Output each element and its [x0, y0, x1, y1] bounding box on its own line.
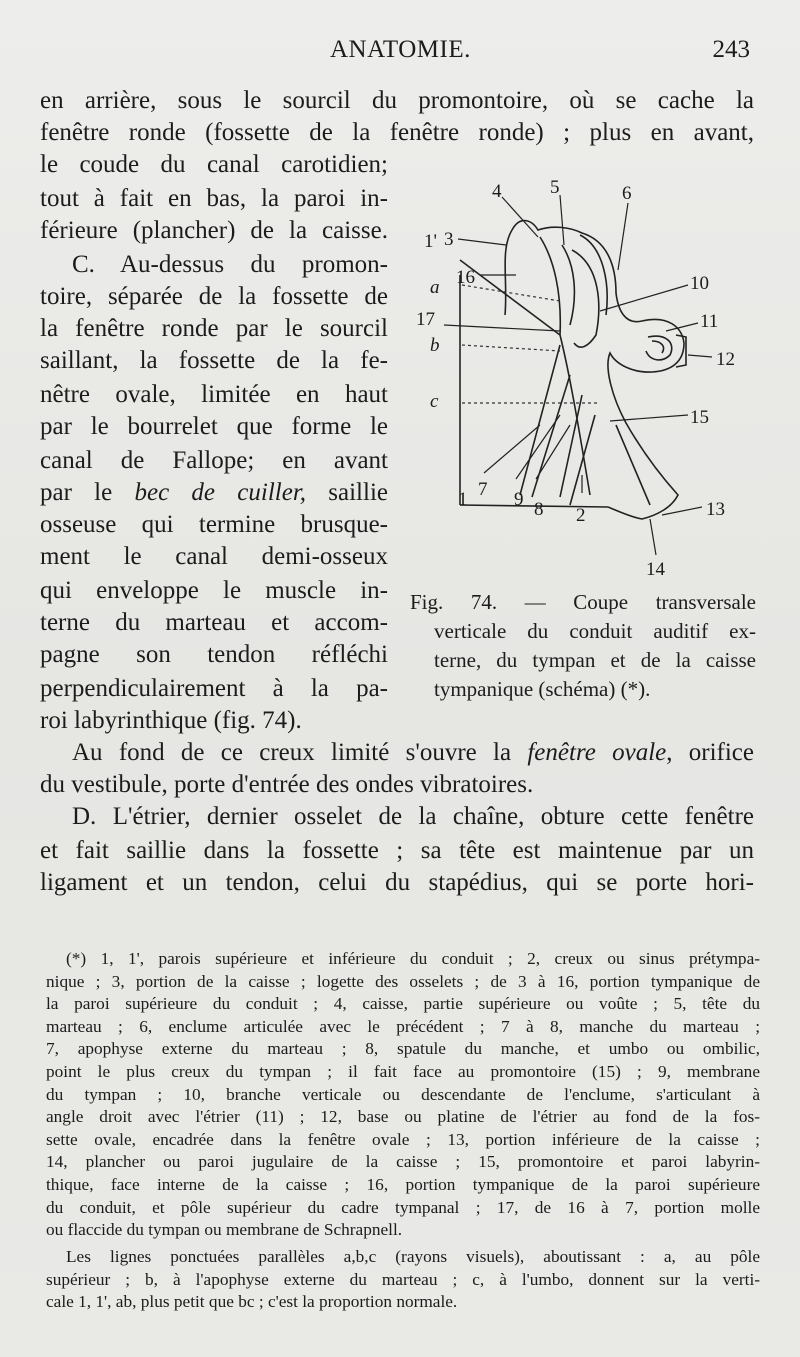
text-run: par le [40, 479, 135, 506]
label-7: 7 [478, 479, 488, 500]
text-line: et fait saillie dans la fossette ; sa tête est maintenue par un [40, 837, 754, 864]
label-11: 11 [700, 311, 719, 332]
running-head: ANATOMIE. [330, 36, 471, 63]
text-line [40, 478, 388, 508]
text-line: tout à fait en bas, la paroi in- [40, 185, 388, 212]
text-line: osseuse qui termine brusque- [40, 511, 388, 538]
text-line: D. L'étrier, dernier osselet de la chaîne, obture cette fenêtre [72, 803, 754, 830]
text-line: par le bourrelet que forme le [40, 413, 388, 440]
footnote-line: Les lignes ponctuées parallèles a,b,c (rayons visuels), aboutissant : a, au pôle [66, 1247, 760, 1266]
label-9: 9 [514, 489, 524, 510]
text-line: le coude du canal carotidien; [40, 151, 388, 178]
leader-line [650, 519, 656, 555]
caption-line: terne, du tympan et de la caisse [434, 648, 756, 672]
stapes [652, 341, 664, 353]
label-13: 13 [706, 499, 725, 520]
caption-line: verticale du conduit auditif ex- [434, 619, 756, 643]
footnote-line: la paroi supérieure du conduit ; 4, caisse, partie supérieure ou voûte ; 5, tête du [46, 994, 760, 1014]
text-line: ment le canal demi-osseux [40, 543, 388, 570]
label-14: 14 [646, 559, 665, 580]
footnote-line: thique, face interne de la caisse ; 16, portion tympanique de la paroi supérieure [46, 1174, 760, 1194]
text-line: pagne son tendon réfléchi [40, 641, 388, 668]
footnote-rays [46, 1246, 760, 1314]
footnote-line: nique ; 3, portion de la caisse ; logette des osselets ; de 3 à 16, portion tympanique de [46, 971, 760, 991]
leader-line [600, 285, 688, 311]
text-line: perpendiculairement à la pa- [40, 675, 388, 702]
text-line: la fenêtre ronde par le sourcil [40, 315, 388, 342]
text-line: férieure (plancher) de la caisse. [40, 217, 388, 244]
leader-line [666, 323, 698, 331]
text-line: ligament et un tendon, celui du stapédius, qui se porte hori- [40, 869, 754, 896]
leader-line [502, 197, 538, 237]
page-header [0, 36, 800, 72]
text-line: qui enveloppe le muscle in- [40, 577, 388, 604]
leader-line [560, 195, 564, 245]
outer-contour [505, 221, 684, 519]
label-3: 3 [444, 229, 454, 250]
hatch-line [560, 395, 582, 497]
footnote-line: du tympan ; 10, branche verticale ou descendante de l'enclume, s'articulant à [46, 1084, 760, 1104]
leader-line [688, 355, 712, 357]
figure-74-diagram [416, 175, 750, 585]
text-line: roi labyrinthique (fig. 74). [40, 707, 302, 734]
leader-line [444, 325, 560, 331]
text-run: saillie [306, 479, 388, 506]
text-line: nêtre ovale, limitée en haut [40, 381, 388, 408]
label-17: 17 [416, 309, 435, 330]
label-5: 5 [550, 177, 560, 198]
text-line: du vestibule, porte d'entrée des ondes vibratoires. [40, 771, 534, 798]
hatch-line [616, 425, 650, 505]
label-a: a [430, 277, 440, 298]
tympanic-membrane [560, 335, 590, 495]
footnote-line: cale 1, 1', ab, plus petit que bc ; c'est la proportion normale. [46, 1292, 458, 1312]
footnote-line: ou flaccide du tympan ou membrane de Schrapnell. [46, 1220, 403, 1240]
footnote-line: sette ovale, encadrée dans la fenêtre ovale ; 13, portion inférieure de la caisse ; [46, 1129, 760, 1149]
text-run: Au fond de ce creux limité s'ouvre la [72, 739, 528, 766]
stapes [646, 336, 672, 360]
leader-line [618, 203, 628, 270]
label-2: 2 [576, 505, 586, 526]
text-line [40, 738, 754, 768]
label-1: 1 [458, 489, 468, 510]
footnote-line: point le plus creux du tympan ; il fait face au promontoire (15) ; 9, membrane [46, 1061, 760, 1081]
label-6: 6 [622, 183, 632, 204]
text-line: toire, séparée de la fossette de [40, 283, 388, 310]
caption-line: tympanique (schéma) (*). [434, 677, 651, 701]
canal-wall-top [460, 260, 560, 335]
ray-b [462, 345, 560, 351]
footnote-line: 14, plancher ou paroi jugulaire de la caisse ; 15, promontoire et paroi labyrin- [46, 1152, 760, 1172]
label-12: 12 [716, 349, 735, 370]
footnote-line: marteau ; 6, enclume articulée avec le précédent ; 7 à 8, manche du marteau ; [46, 1016, 760, 1036]
text-line: terne du marteau et accom- [40, 609, 388, 636]
text-line: saillant, la fossette de la fe- [40, 347, 388, 374]
footnote-line: (*) 1, 1', parois supérieure et inférieure du conduit ; 2, creux ou sinus prétympa- [66, 949, 760, 968]
leader-line [662, 507, 702, 515]
leader-line [458, 239, 506, 245]
ossicle-curve [540, 237, 560, 335]
label-b: b [430, 335, 440, 356]
text-run: , orifice [666, 739, 755, 766]
ossicle-curve [572, 250, 599, 347]
text-line: canal de Fallope; en avant [40, 447, 388, 474]
label-16: 16 [456, 267, 475, 288]
text-line: C. Au-dessus du promon- [72, 251, 388, 278]
figure-caption [410, 588, 756, 704]
italic-term: fenêtre ovale [527, 739, 667, 766]
italic-term: bec de cuiller, [134, 479, 307, 506]
label-15: 15 [690, 407, 709, 428]
footnote-line: angle droit avec l'étrier (11) ; 12, base ou platine de l'étrier au fond de la fos- [46, 1107, 760, 1127]
footnote-line: 7, apophyse externe du marteau ; 8, spatule du manche, et umbo ou ombilic, [46, 1039, 760, 1059]
footnote-line: supérieur ; b, à l'apophyse externe du marteau ; c, à l'umbo, donnent sur la verti- [46, 1269, 760, 1289]
text-line: en arrière, sous le sourcil du promontoire, où se cache la [40, 87, 754, 114]
label-10: 10 [690, 273, 709, 294]
footnote-line: du conduit, et pôle supérieur du cadre tympanal ; 17, de 16 à 7, portion molle [46, 1197, 760, 1217]
label-c: c [430, 391, 439, 412]
ossicle-curve [562, 245, 574, 325]
label-4: 4 [492, 181, 502, 202]
footnote [46, 948, 760, 1242]
page-number: 243 [712, 36, 750, 63]
label-1-prime: 1' [424, 231, 437, 252]
caption-line: Fig. 74. — Coupe transversale [410, 590, 756, 614]
label-8: 8 [534, 499, 544, 520]
text-line: fenêtre ronde (fossette de la fenêtre ronde) ; plus en avant, [40, 119, 754, 146]
